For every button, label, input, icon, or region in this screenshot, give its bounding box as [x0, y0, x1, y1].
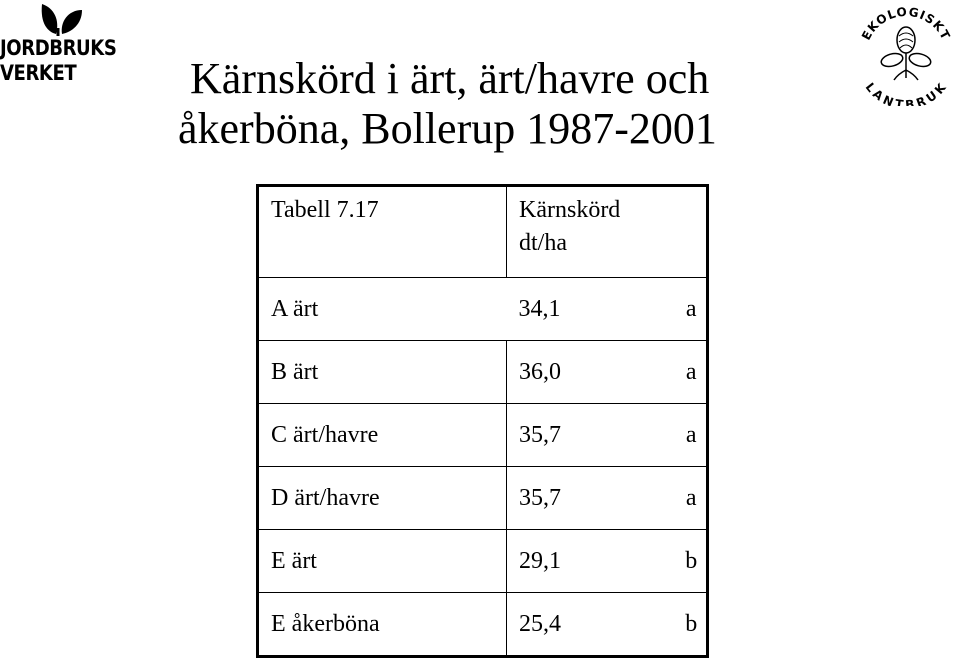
table-row [258, 467, 708, 530]
table-row [258, 278, 708, 341]
logo-wordmark [0, 36, 116, 86]
column-header-yield [507, 186, 677, 278]
yield-table [256, 184, 709, 658]
table-row [258, 404, 708, 467]
group-cell: b [677, 530, 708, 593]
table-row [258, 341, 708, 404]
seal-top-text: EKOLOGISKT [858, 4, 954, 43]
value-cell: 34,1 [507, 278, 677, 341]
value-cell: 25,4 [507, 593, 677, 657]
jordbruksverket-logo [0, 2, 128, 94]
logo-line-1: JORDBRUKS [0, 36, 117, 60]
seal-bottom-text: LANTBRUK [862, 80, 950, 106]
group-cell: a [677, 278, 708, 341]
table-label: Tabell 7.17 [258, 186, 507, 278]
ekologiskt-lantbruk-logo [852, 0, 960, 106]
treatment-cell: E åkerböna [258, 593, 507, 657]
svg-text:LANTBRUK [863, 80, 950, 106]
column-header-group [677, 186, 708, 278]
title-line-2: åkerböna, Bollerup 1987-2001 [178, 104, 717, 153]
treatment-cell: B ärt [258, 341, 507, 404]
treatment-cell: A ärt [258, 278, 507, 341]
column-unit: dt/ha [519, 230, 567, 256]
leaves-icon [36, 2, 86, 36]
value-cell: 35,7 [507, 467, 677, 530]
treatment-cell: C ärt/havre [258, 404, 507, 467]
treatment-cell: D ärt/havre [258, 467, 507, 530]
table-row [258, 530, 708, 593]
table-header-row [258, 186, 708, 278]
treatment-cell: E ärt [258, 530, 507, 593]
title-line-1: Kärnskörd i ärt, ärt/havre och [190, 54, 710, 103]
value-cell: 29,1 [507, 530, 677, 593]
column-header-text: Kärnskörd [519, 197, 621, 223]
page-title [178, 54, 818, 154]
clover-seal-icon [852, 0, 960, 106]
group-cell: a [677, 467, 708, 530]
table-row [258, 593, 708, 657]
group-cell: b [677, 593, 708, 657]
value-cell: 35,7 [507, 404, 677, 467]
group-cell: a [677, 341, 708, 404]
svg-text:EKOLOGISKT [859, 5, 953, 43]
group-cell: a [677, 404, 708, 467]
value-cell: 36,0 [507, 341, 677, 404]
logo-line-2: VERKET [0, 61, 77, 85]
